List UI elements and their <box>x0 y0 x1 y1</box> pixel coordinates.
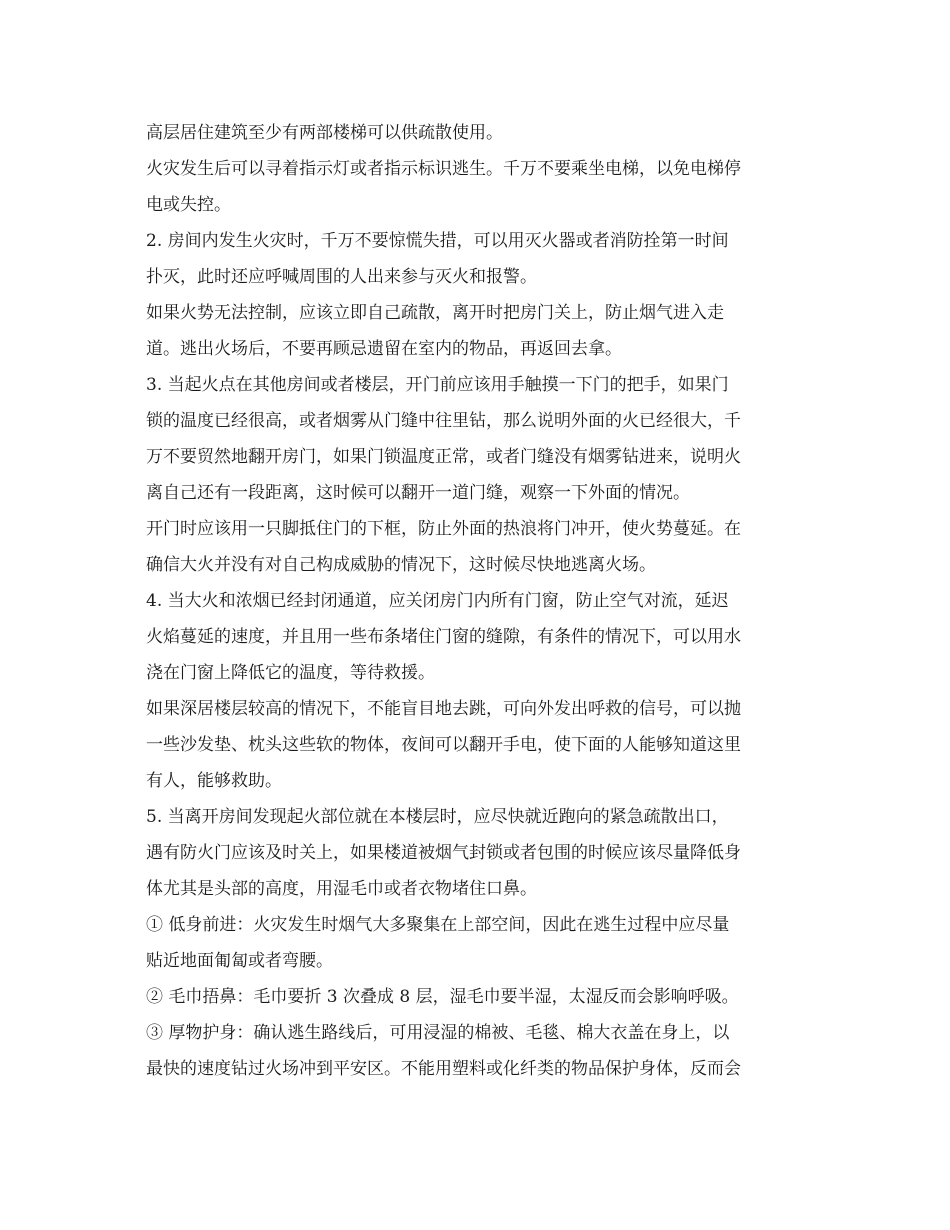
paragraph-item-3-check-door: 3. 当起火点在其他房间或者楼层，开门前应该用手触摸一下门的把手，如果门 锁的温度已经很高，或者烟雾从门缝中往里钻，那么说明外面的火已经很大，千 万不要贸然地翻开房门，如果门锁温度正常，或者门缝没有烟雾钻进来，说明火 离自己还有一段距离，这时候可以翻开一道门缝，观察一下外面的情况。 <box>146 375 741 503</box>
paragraph-follow-exit-signs: 火灾发生后可以寻着指示灯或者指示标识逃生。千万不要乘坐电梯，以免电梯停 电或失控。 <box>146 159 741 215</box>
paragraph-high-floor-signals: 如果深居楼层较高的情况下，不能盲目地去跳，可向外发出呼救的信号，可以抛 一些沙发垫、枕头这些软的物体，夜间可以翻开手电，使下面的人能够知道这里 有人，能够救助。 <box>146 699 741 791</box>
paragraph-tip-2-wet-towel: ② 毛巾捂鼻：毛巾要折 3 次叠成 8 层，湿毛巾要半湿，太湿反而会影响呼吸。 <box>146 987 739 1007</box>
paragraph-item-2-room-fire: 2. 房间内发生火灾时，千万不要惊慌失措，可以用灭火器或者消防拴第一时间 扑灭，此时还应呼喊周围的人出来参与灭火和报警。 <box>146 231 729 287</box>
paragraph-stair-requirement: 高层居住建筑至少有两部楼梯可以供疏散使用。 <box>146 123 503 143</box>
paragraph-tip-3-cover-body: ③ 厚物护身：确认逃生路线后，可用浸湿的棉被、毛毯、棉大衣盖在身上，以 最快的速度钻过火场冲到平安区。不能用塑料或化纤类的物品保护身体，反而会 <box>146 1023 741 1079</box>
paragraph-item-5-same-floor-fire: 5. 当离开房间发现起火部位就在本楼层时，应尽快就近跑向的紧急疏散出口， 遇有防火门应该及时关上，如果楼道被烟气封锁或者包围的时候应该尽量降低身 体尤其是头部的高度，用湿毛巾或者衣物堵住口鼻。 <box>146 807 741 899</box>
paragraph-item-4-sealed-passage: 4. 当大火和浓烟已经封闭通道，应关闭房门内所有门窗，防止空气对流，延迟 火焰蔓延的速度，并且用一些布条堵住门窗的缝隙，有条件的情况下，可以用水 浇在门窗上降低它的温度，等待救援。 <box>146 591 741 683</box>
paragraph-tip-1-stay-low: ① 低身前进：火灾发生时烟气大多聚集在上部空间，因此在逃生过程中应尽量 贴近地面匍匐或者弯腰。 <box>146 915 730 971</box>
document-body <box>146 115 806 1087</box>
paragraph-uncontrolled-fire: 如果火势无法控制，应该立即自己疏散，离开时把房门关上，防止烟气进入走 道。逃出火场后，不要再顾忌遗留在室内的物品，再返回去拿。 <box>146 303 724 359</box>
paragraph-open-door-safely: 开门时应该用一只脚抵住门的下框，防止外面的热浪将门冲开，使火势蔓延。在 确信大火并没有对自己构成威胁的情况下，这时候尽快地逃离火场。 <box>146 519 741 575</box>
